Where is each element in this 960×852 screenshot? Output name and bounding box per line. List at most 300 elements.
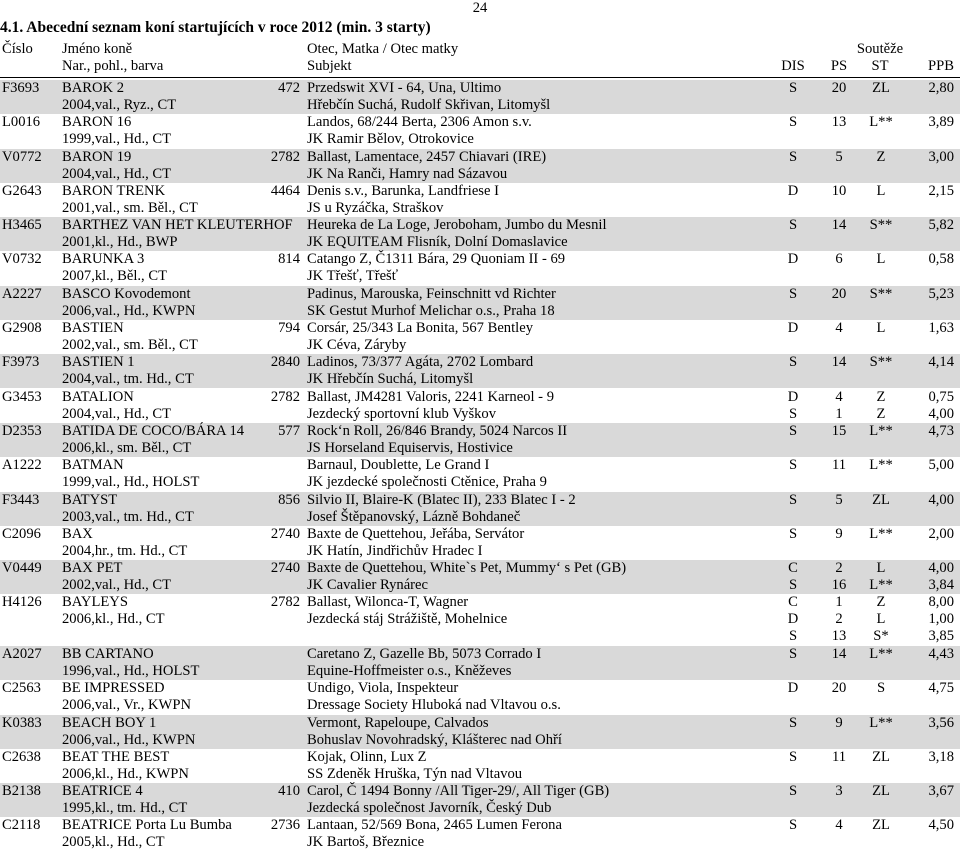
record-line [0, 423, 960, 440]
subject: Equine-Hoffmeister o.s., Kněževes [307, 662, 512, 679]
header-subjekt: Subjekt [307, 58, 352, 74]
header-nar: Nar., pohl., barva [62, 58, 164, 74]
horse-id: K0383 [2, 714, 42, 731]
birth-sex-color: 2001,val., sm. Běl., CT [62, 199, 198, 216]
horse-record [0, 783, 960, 817]
horse-record [0, 492, 960, 526]
discipline: S [788, 405, 798, 422]
birth-sex-color: 2004,val., Hd., CT [62, 405, 172, 422]
level: L [876, 320, 886, 337]
birth-sex-color: 2006,val., Vr., KWPN [62, 697, 191, 714]
record-line [0, 817, 960, 834]
horse-id: H4126 [2, 594, 42, 611]
birth-sex-color: 2001,kl., Hd., BWP [62, 234, 178, 251]
horse-name: BEATRICE 4 [62, 783, 143, 800]
subject: JK EQUITEAM Flisník, Dolní Domaslavice [307, 234, 568, 251]
birth-sex-color: 2002,val., sm. Běl., CT [62, 337, 198, 354]
starts-count: 10 [831, 182, 847, 199]
birth-sex-color: 2004,val., Ryz., CT [62, 97, 177, 113]
record-line [0, 834, 960, 851]
page-number: 24 [472, 0, 488, 16]
level: L** [869, 525, 893, 542]
horse-id: A2027 [2, 645, 42, 662]
discipline: D [787, 320, 799, 337]
horse-name: BATALION [62, 388, 134, 405]
starts-count: 20 [831, 680, 847, 697]
points-per-start: 3,67 [928, 783, 954, 800]
pedigree: Vermont, Rapeloupe, Calvados [307, 714, 489, 731]
sire-number: 2782 [270, 388, 300, 405]
horse-name: BATMAN [62, 457, 124, 474]
horse-name: BAROK 2 [62, 80, 125, 96]
horse-name: BE IMPRESSED [62, 680, 165, 697]
horse-name: BARON 16 [62, 114, 132, 131]
points-per-start: 4,00 [928, 405, 954, 422]
discipline: D [787, 680, 799, 697]
horse-id: C2563 [2, 680, 41, 697]
points-per-start: 3,18 [928, 748, 954, 765]
horse-name: BAX [62, 525, 93, 542]
horse-record [0, 354, 960, 388]
pedigree: Catango Z, Č1311 Bára, 29 Quoniam II - 69 [307, 251, 566, 268]
header-ppb: PPB [928, 58, 954, 74]
discipline: S [788, 491, 798, 508]
record-line [0, 749, 960, 766]
record-line [0, 628, 960, 645]
starts-count: 14 [831, 645, 847, 662]
points-per-start: 1,63 [928, 320, 954, 337]
level: L [876, 251, 886, 268]
horse-record [0, 715, 960, 749]
sire-number: 4464 [270, 182, 300, 199]
sire-number: 814 [278, 251, 300, 268]
record-line [0, 800, 960, 817]
record-line [0, 766, 960, 783]
points-per-start: 4,43 [928, 645, 954, 662]
sire-number: 472 [278, 80, 300, 96]
starts-count: 16 [831, 577, 847, 594]
birth-sex-color: 2006,val., Hd., KWPN [62, 302, 196, 319]
record-line [0, 217, 960, 234]
starts-count: 14 [831, 217, 847, 234]
pedigree: Ballast, Wilonca-T, Wagner [307, 594, 469, 611]
record-line [0, 440, 960, 457]
record-line [0, 80, 960, 97]
level: L [876, 611, 886, 628]
subject: JS Horseland Equiservis, Hostivice [307, 439, 513, 456]
level: L [876, 182, 886, 199]
points-per-start: 3,85 [928, 628, 954, 645]
header-divider [0, 77, 960, 78]
horse-id: C2096 [2, 525, 41, 542]
subject: Jezdecká stáj Strážiště, Mohelnice [307, 611, 508, 628]
sire-number: 410 [278, 783, 300, 800]
starts-count: 2 [835, 560, 843, 577]
subject: JK Bartoš, Březnice [307, 834, 425, 851]
header-souteze: Soutěže [856, 41, 904, 57]
starts-count: 3 [835, 783, 843, 800]
horse-name: BAYLEYS [62, 594, 128, 611]
record-line [0, 166, 960, 183]
birth-sex-color: 2003,val., tm. Hd., CT [62, 508, 194, 525]
horse-id: H3465 [2, 217, 42, 234]
starts-count: 11 [831, 748, 847, 765]
subject: JK Třešť, Třešť [307, 268, 398, 285]
level: ZL [872, 748, 890, 765]
horse-id: G2643 [2, 182, 42, 199]
level: L** [869, 577, 893, 594]
horse-name: BARTHEZ VAN HET KLEUTERHOF [62, 217, 293, 234]
pedigree: Carol, Č 1494 Bonny /All Tiger-29/, All Tiger (GB) [307, 783, 610, 800]
sire-number: 2782 [270, 148, 300, 165]
starts-count: 4 [835, 817, 843, 834]
level: S [876, 680, 886, 697]
subject: Dressage Society Hluboká nad Vltavou o.s. [307, 697, 561, 714]
level: ZL [872, 491, 890, 508]
starts-count: 14 [831, 354, 847, 371]
record-line [0, 715, 960, 732]
horse-record [0, 251, 960, 285]
points-per-start: 3,56 [928, 714, 954, 731]
pedigree: Corsár, 25/343 La Bonita, 567 Bentley [307, 320, 533, 337]
subject: JK Hřebčín Suchá, Litomyšl [307, 371, 474, 388]
horse-record [0, 749, 960, 783]
level: ZL [872, 783, 890, 800]
pedigree: Silvio II, Blaire-K (Blatec II), 233 Blatec I - 2 [307, 491, 576, 508]
record-line [0, 303, 960, 320]
horse-id: V0449 [2, 560, 42, 577]
discipline: S [788, 817, 798, 834]
record-line [0, 320, 960, 337]
points-per-start: 1,00 [928, 611, 954, 628]
horse-record [0, 560, 960, 594]
starts-count: 9 [835, 714, 843, 731]
page-title: 4.1. Abecední seznam koní startujících v roce 2012 (min. 3 starty) [0, 19, 431, 36]
record-line [0, 646, 960, 663]
discipline: S [788, 645, 798, 662]
points-per-start: 3,00 [928, 148, 954, 165]
record-line [0, 680, 960, 697]
pedigree: Undigo, Viola, Inspekteur [307, 680, 459, 697]
level: L** [869, 645, 893, 662]
level: L** [869, 714, 893, 731]
points-per-start: 4,14 [928, 354, 954, 371]
record-line [0, 149, 960, 166]
birth-sex-color: 1996,val., Hd., HOLST [62, 662, 200, 679]
horse-record [0, 80, 960, 114]
pedigree: Ballast, JM4281 Valoris, 2241 Karneol - 9 [307, 388, 554, 405]
level: ZL [872, 817, 890, 834]
horse-name: BEAT THE BEST [62, 748, 170, 765]
level: Z [876, 594, 886, 611]
header-ps: PS [830, 58, 848, 74]
horse-record [0, 680, 960, 714]
level: S** [869, 354, 893, 371]
horse-record [0, 526, 960, 560]
horse-record [0, 646, 960, 680]
discipline: C [788, 560, 798, 577]
points-per-start: 5,82 [928, 217, 954, 234]
horse-name: BAX PET [62, 560, 123, 577]
horse-record [0, 817, 960, 851]
discipline: S [788, 285, 798, 302]
discipline: D [787, 388, 799, 405]
record-line [0, 492, 960, 509]
discipline: S [788, 457, 798, 474]
starts-count: 11 [831, 457, 847, 474]
record-line [0, 251, 960, 268]
record-line [0, 371, 960, 388]
horse-id: F3693 [2, 80, 40, 96]
table-header-row-2 [0, 58, 960, 75]
sire-number: 794 [278, 320, 300, 337]
horse-id: L0016 [2, 114, 41, 131]
subject: SK Gestut Murhof Melichar o.s., Praha 18 [307, 302, 555, 319]
subject: JK Céva, Záryby [307, 337, 407, 354]
points-per-start: 4,00 [928, 491, 954, 508]
record-line [0, 97, 960, 114]
discipline: S [788, 628, 798, 645]
pedigree: Padinus, Marouska, Feinschnitt vd Richter [307, 285, 556, 302]
birth-sex-color: 2002,val., Hd., CT [62, 577, 172, 594]
horse-records [0, 80, 960, 852]
discipline: D [787, 251, 799, 268]
points-per-start: 4,73 [928, 422, 954, 439]
points-per-start: 5,23 [928, 285, 954, 302]
pedigree: Lantaan, 52/569 Bona, 2465 Lumen Ferona [307, 817, 562, 834]
pedigree: Heureka de La Loge, Jeroboham, Jumbo du Mesnil [307, 217, 607, 234]
starts-count: 9 [835, 525, 843, 542]
discipline: D [787, 182, 799, 199]
birth-sex-color: 1999,val., Hd., HOLST [62, 474, 200, 491]
level: Z [876, 148, 886, 165]
points-per-start: 0,58 [928, 251, 954, 268]
header-dis: DIS [781, 58, 805, 74]
starts-count: 20 [831, 285, 847, 302]
record-line [0, 389, 960, 406]
record-line [0, 543, 960, 560]
discipline: S [788, 577, 798, 594]
level: L** [869, 457, 893, 474]
level: S** [869, 285, 893, 302]
record-line [0, 732, 960, 749]
horse-record [0, 149, 960, 183]
points-per-start: 8,00 [928, 594, 954, 611]
horse-name: BASTIEN 1 [62, 354, 135, 371]
record-line [0, 474, 960, 491]
horse-record [0, 457, 960, 491]
record-line [0, 663, 960, 680]
record-line [0, 509, 960, 526]
birth-sex-color: 2006,kl., Hd., KWPN [62, 765, 189, 782]
birth-sex-color: 2005,kl., Hd., CT [62, 834, 165, 851]
discipline: C [788, 594, 798, 611]
birth-sex-color: 2007,kl., Běl., CT [62, 268, 167, 285]
starts-count: 15 [831, 422, 847, 439]
sire-number: 2736 [270, 817, 300, 834]
record-line [0, 268, 960, 285]
header-cislo: Číslo [2, 41, 33, 57]
starts-count: 5 [835, 491, 843, 508]
record-line [0, 560, 960, 577]
record-line [0, 526, 960, 543]
horse-record [0, 217, 960, 251]
subject: JK Na Ranči, Hamry nad Sázavou [307, 165, 508, 182]
record-line [0, 577, 960, 594]
starts-count: 4 [835, 320, 843, 337]
horse-name: BARUNKA 3 [62, 251, 145, 268]
pedigree: Landos, 68/244 Berta, 2306 Amon s.v. [307, 114, 532, 131]
discipline: S [788, 422, 798, 439]
birth-sex-color: 2006,kl., sm. Běl., CT [62, 439, 192, 456]
header-otec: Otec, Matka / Otec matky [307, 41, 459, 57]
level: L** [869, 422, 893, 439]
horse-id: A1222 [2, 457, 42, 474]
starts-count: 2 [835, 611, 843, 628]
points-per-start: 5,00 [928, 457, 954, 474]
discipline: S [788, 148, 798, 165]
pedigree: Baxte de Quettehou, White`s Pet, Mummy‘ s Pet (GB) [307, 560, 627, 577]
horse-id: D2353 [2, 422, 42, 439]
horse-id: V0772 [2, 148, 42, 165]
level: ZL [872, 80, 890, 96]
starts-count: 1 [835, 594, 843, 611]
horse-name: BASTIEN [62, 320, 124, 337]
sire-number: 2740 [270, 525, 300, 542]
starts-count: 20 [831, 80, 847, 96]
horse-name: BASCO Kovodemont [62, 285, 191, 302]
record-line [0, 337, 960, 354]
starts-count: 4 [835, 388, 843, 405]
starts-count: 6 [835, 251, 843, 268]
pedigree: Kojak, Olinn, Lux Z [307, 748, 427, 765]
record-line [0, 286, 960, 303]
discipline: S [788, 354, 798, 371]
points-per-start: 2,00 [928, 525, 954, 542]
horse-id: F3443 [2, 491, 40, 508]
level: L** [869, 114, 893, 131]
birth-sex-color: 1999,val., Hd., CT [62, 131, 172, 148]
points-per-start: 4,75 [928, 680, 954, 697]
sire-number: 577 [278, 422, 300, 439]
horse-name: BARON 19 [62, 148, 132, 165]
header-st: ST [871, 58, 889, 74]
subject: JK Cavalier Rynárec [307, 577, 428, 594]
discipline: S [788, 217, 798, 234]
starts-count: 1 [835, 405, 843, 422]
record-line [0, 611, 960, 628]
subject: Josef Štěpanovský, Lázně Bohdaneč [307, 508, 521, 525]
level: Z [876, 388, 886, 405]
birth-sex-color: 2004,val., tm. Hd., CT [62, 371, 194, 388]
pedigree: Baxte de Quettehou, Jeřába, Servátor [307, 525, 525, 542]
subject: JS u Ryzáčka, Straškov [307, 199, 444, 216]
record-line [0, 354, 960, 371]
pedigree: Ballast, Lamentace, 2457 Chiavari (IRE) [307, 148, 547, 165]
points-per-start: 2,80 [928, 80, 954, 96]
birth-sex-color: 2004,val., Hd., CT [62, 165, 172, 182]
record-line [0, 594, 960, 611]
horse-id: V0732 [2, 251, 42, 268]
horse-id: F3973 [2, 354, 40, 371]
record-line [0, 457, 960, 474]
horse-record [0, 594, 960, 646]
horse-name: BATYST [62, 491, 118, 508]
starts-count: 13 [831, 114, 847, 131]
record-line [0, 131, 960, 148]
points-per-start: 2,15 [928, 182, 954, 199]
horse-name: BATIDA DE COCO/BÁRA 14 [62, 422, 245, 439]
subject: JK jezdecké společnosti Ctěnice, Praha 9 [307, 474, 547, 491]
horse-id: B2138 [2, 783, 41, 800]
record-line [0, 234, 960, 251]
discipline: S [788, 748, 798, 765]
subject: SS Zdeněk Hruška, Týn nad Vltavou [307, 765, 523, 782]
record-line [0, 200, 960, 217]
level: Z [876, 405, 886, 422]
discipline: S [788, 525, 798, 542]
sire-number: 856 [278, 491, 300, 508]
level: L [876, 560, 886, 577]
starts-count: 13 [831, 628, 847, 645]
horse-name: BEACH BOY 1 [62, 714, 157, 731]
subject: Jezdecká společnost Javorník, Český Dub [307, 800, 552, 817]
sire-number: 2840 [270, 354, 300, 371]
points-per-start: 3,84 [928, 577, 954, 594]
horse-record [0, 114, 960, 148]
horse-id: A2227 [2, 285, 42, 302]
points-per-start: 3,89 [928, 114, 954, 131]
pedigree: Denis s.v., Barunka, Landfriese I [307, 182, 499, 199]
level: S** [869, 217, 893, 234]
record-line [0, 406, 960, 423]
table-header-row-1 [0, 41, 960, 58]
record-line [0, 183, 960, 200]
horse-record [0, 423, 960, 457]
birth-sex-color: 2006,kl., Hd., CT [62, 611, 165, 628]
horse-record [0, 389, 960, 423]
subject: Hřebčín Suchá, Rudolf Skřivan, Litomyšl [307, 97, 551, 113]
record-line [0, 114, 960, 131]
discipline: S [788, 714, 798, 731]
horse-record [0, 183, 960, 217]
pedigree: Ladinos, 73/377 Agáta, 2702 Lombard [307, 354, 534, 371]
subject: JK Hatín, Jindřichův Hradec I [307, 542, 483, 559]
pedigree: Barnaul, Doublette, Le Grand I [307, 457, 490, 474]
level: S* [873, 628, 889, 645]
pedigree: Rock‘n Roll, 26/846 Brandy, 5024 Narcos II [307, 422, 568, 439]
horse-id: G3453 [2, 388, 42, 405]
header-jmeno: Jméno koně [62, 41, 133, 57]
points-per-start: 4,00 [928, 560, 954, 577]
subject: JK Ramir Bělov, Otrokovice [307, 131, 474, 148]
horse-name: BEATRICE Porta Lu Bumba [62, 817, 232, 834]
record-line [0, 783, 960, 800]
starts-count: 5 [835, 148, 843, 165]
birth-sex-color: 1995,kl., tm. Hd., CT [62, 800, 188, 817]
subject: Jezdecký sportovní klub Vyškov [307, 405, 497, 422]
horse-record [0, 320, 960, 354]
birth-sex-color: 2004,hr., tm. Hd., CT [62, 542, 188, 559]
birth-sex-color: 2006,val., Hd., KWPN [62, 731, 196, 748]
horse-name: BB CARTANO [62, 645, 154, 662]
discipline: S [788, 783, 798, 800]
horse-id: C2638 [2, 748, 41, 765]
sire-number: 2740 [270, 560, 300, 577]
discipline: D [787, 611, 799, 628]
horse-id: C2118 [2, 817, 41, 834]
points-per-start: 0,75 [928, 388, 954, 405]
